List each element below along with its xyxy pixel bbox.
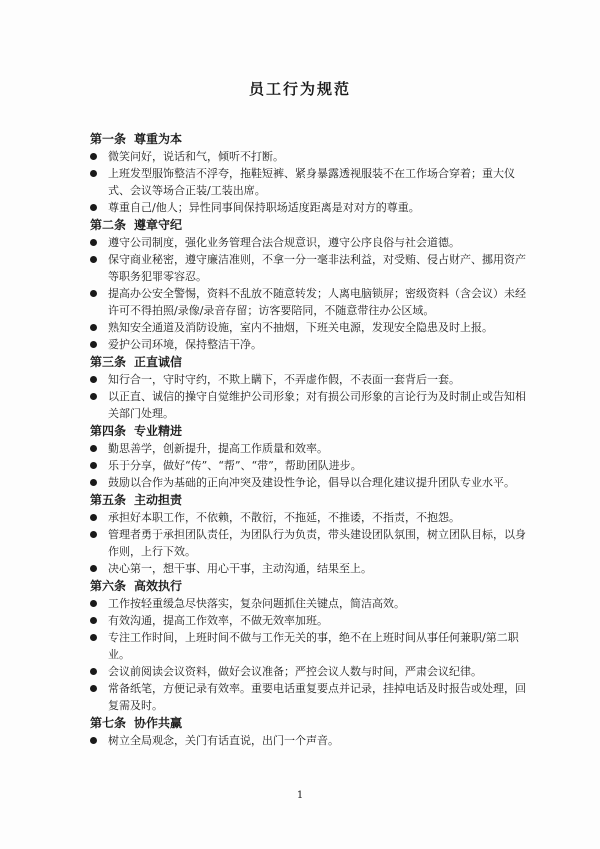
document-body xyxy=(90,130,526,749)
list-item xyxy=(90,285,526,319)
section-number: 第四条 xyxy=(90,424,127,438)
list-item xyxy=(90,663,526,680)
list-item xyxy=(90,440,526,457)
section xyxy=(90,492,526,577)
bullet-list xyxy=(90,148,526,216)
list-item-text: 微笑问好，说话和气，倾听不打断。 xyxy=(108,150,284,163)
bullet-icon xyxy=(90,290,97,297)
section-title: 遵章守纪 xyxy=(134,218,183,232)
list-item-text: 工作按轻重缓急尽快落实，复杂问题抓住关键点，简洁高效。 xyxy=(108,597,405,610)
list-item-text: 知行合一，守时守约，不欺上瞒下，不弄虚作假，不表面一套背后一套。 xyxy=(108,373,460,386)
list-item xyxy=(90,251,526,285)
section-heading xyxy=(90,578,526,595)
bullet-icon xyxy=(90,462,97,469)
page-number: 1 xyxy=(296,790,304,801)
list-item xyxy=(90,526,526,560)
bullet-icon xyxy=(90,685,97,692)
bullet-icon xyxy=(90,170,97,177)
bullet-icon xyxy=(90,341,97,348)
list-item-text: 会议前阅读会议资料，做好会议准备；严控会议人数与时间，严肃会议纪律。 xyxy=(108,665,482,678)
bullet-icon xyxy=(90,376,97,383)
list-item-text: 鼓励以合作为基础的正向冲突及建设性争论，倡导以合理化建议提升团队专业水平。 xyxy=(108,476,515,489)
section-number: 第二条 xyxy=(90,218,127,232)
bullet-icon xyxy=(90,324,97,331)
list-item-text: 乐于分享，做好“传”、“帮”、“带”，帮助团队进步。 xyxy=(108,459,362,472)
section-number: 第七条 xyxy=(90,716,127,730)
bullet-icon xyxy=(90,617,97,624)
bullet-icon xyxy=(90,256,97,263)
list-item-text: 专注工作时间，上班时间不做与工作无关的事，绝不在上班时间从事任何兼职/第二职业。 xyxy=(108,631,519,661)
section-number: 第六条 xyxy=(90,579,127,593)
section-heading xyxy=(90,217,526,234)
list-item-text: 有效沟通，提高工作效率，不做无效率加班。 xyxy=(108,614,328,627)
list-item xyxy=(90,629,526,663)
section-title: 尊重为本 xyxy=(134,132,183,146)
bullet-list xyxy=(90,371,526,422)
list-item-text: 以正直、诚信的操守自觉维护公司形象；对有损公司形象的言论行为及时制止或告知相关部门处理。 xyxy=(108,390,526,420)
bullet-icon xyxy=(90,514,97,521)
list-item-text: 尊重自己/他人；异性同事间保持职场适度距离是对对方的尊重。 xyxy=(108,201,420,214)
list-item-text: 爱护公司环境，保持整洁干净。 xyxy=(108,338,262,351)
list-item xyxy=(90,148,526,165)
section-number: 第三条 xyxy=(90,355,127,369)
bullet-icon xyxy=(90,153,97,160)
list-item xyxy=(90,595,526,612)
list-item xyxy=(90,199,526,216)
section-title: 专业精进 xyxy=(134,424,183,438)
bullet-icon xyxy=(90,668,97,675)
bullet-icon xyxy=(90,239,97,246)
section-heading xyxy=(90,492,526,509)
section-title: 主动担责 xyxy=(134,493,183,507)
bullet-icon xyxy=(90,600,97,607)
list-item xyxy=(90,732,526,749)
bullet-icon xyxy=(90,393,97,400)
bullet-list xyxy=(90,509,526,577)
list-item xyxy=(90,509,526,526)
list-item xyxy=(90,336,526,353)
section-heading xyxy=(90,423,526,440)
section-title: 协作共赢 xyxy=(134,716,183,730)
list-item-text: 保守商业秘密，遵守廉洁准则，不拿一分一毫非法利益，对受贿、侵占财产、挪用资产等职务犯罪零容忍。 xyxy=(108,253,526,283)
bullet-list xyxy=(90,595,526,714)
section xyxy=(90,423,526,491)
page-title: 员工行为规范 xyxy=(248,80,351,98)
bullet-list xyxy=(90,440,526,491)
list-item xyxy=(90,560,526,577)
list-item-text: 树立全局观念，关门有话直说，出门一个声音。 xyxy=(108,734,339,747)
bullet-icon xyxy=(90,737,97,744)
list-item xyxy=(90,371,526,388)
bullet-icon xyxy=(90,479,97,486)
section-heading xyxy=(90,354,526,371)
section-heading xyxy=(90,715,526,732)
list-item-text: 承担好本职工作，不依赖，不散衍，不拖延，不推诿，不指责，不抱怨。 xyxy=(108,511,460,524)
section-number: 第一条 xyxy=(90,132,127,146)
section xyxy=(90,217,526,353)
bullet-icon xyxy=(90,445,97,452)
bullet-icon xyxy=(90,634,97,641)
section xyxy=(90,354,526,422)
list-item xyxy=(90,680,526,714)
list-item-text: 管理者勇于承担团队责任，为团队行为负责，带头建设团队氛围，树立团队目标，以身作则，上行下效。 xyxy=(108,528,526,558)
list-item-text: 常备纸笔，方便记录有效率。重要电话重复要点并记录，挂掉电话及时报告或处理，回复需及时。 xyxy=(108,682,526,712)
bullet-icon xyxy=(90,531,97,538)
list-item-text: 熟知安全通道及消防设施，室内不抽烟，下班关电源，发现安全隐患及时上报。 xyxy=(108,321,493,334)
section-heading xyxy=(90,131,526,148)
list-item xyxy=(90,612,526,629)
section xyxy=(90,715,526,749)
list-item-text: 提高办公安全警惕，资料不乱放不随意转发；人离电脑锁屏；密级资料（含会议）未经许可不得拍照/录像/录音存留；访客要陪同，不随意带往办公区域。 xyxy=(108,287,526,317)
section-title: 高效执行 xyxy=(134,579,183,593)
section xyxy=(90,578,526,714)
list-item xyxy=(90,234,526,251)
list-item xyxy=(90,388,526,422)
list-item xyxy=(90,319,526,336)
list-item-text: 决心第一，想干事、用心干事，主动沟通，结果至上。 xyxy=(108,562,372,575)
list-item xyxy=(90,474,526,491)
section-title: 正直诚信 xyxy=(134,355,183,369)
section xyxy=(90,131,526,216)
list-item-text: 勤思善学，创新提升，提高工作质量和效率。 xyxy=(108,442,328,455)
list-item-text: 遵守公司制度，强化业务管理合法合规意识，遵守公序良俗与社会道德。 xyxy=(108,236,460,249)
bullet-icon xyxy=(90,204,97,211)
bullet-icon xyxy=(90,565,97,572)
bullet-list xyxy=(90,732,526,749)
list-item xyxy=(90,457,526,474)
bullet-list xyxy=(90,234,526,353)
section-number: 第五条 xyxy=(90,493,127,507)
list-item-text: 上班发型服饰整洁不浮夸，拖鞋短裤、紧身暴露透视服装不在工作场合穿着；重大仪式、会议等场合正装/工装出席。 xyxy=(108,167,515,197)
list-item xyxy=(90,165,526,199)
